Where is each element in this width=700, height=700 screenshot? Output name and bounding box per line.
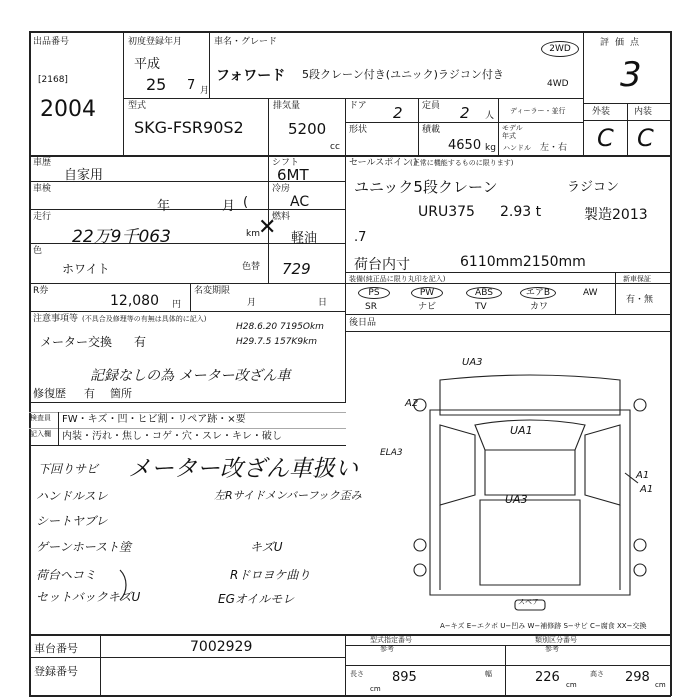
sales-line2b: 2.93 t (500, 204, 542, 220)
history: 自家用 (64, 168, 104, 183)
mileage-label: 走行 (33, 212, 52, 222)
inspection-label: 車検 (33, 184, 52, 194)
type-label: 型式指定番号 (370, 636, 412, 644)
equip-pw: PW (411, 287, 443, 299)
class-sub: 参考 (545, 645, 559, 653)
equip-airbag: エアB (520, 287, 556, 299)
body-outline (430, 410, 630, 595)
meter-value: 有 (134, 335, 147, 349)
equip-label: 装備(純正品に限り丸印を記入) (349, 275, 446, 283)
score: 3 (620, 55, 642, 95)
hw-l1c: ELA3 (380, 448, 403, 458)
lot-label: 出品番号 (33, 37, 70, 47)
length-unit: cm (370, 685, 381, 693)
reg-label: 初度登録年月 (128, 37, 183, 47)
wheel-rl2 (414, 564, 426, 576)
hw-l5a: 荷台ヘコミ (36, 568, 97, 582)
sales-label: セールスポイント (349, 158, 421, 168)
rule (345, 122, 583, 123)
sales-line1b: ラジコン (567, 180, 620, 195)
hw-l4a: ゲーンホースト塗 (36, 540, 132, 554)
person-unit: 人 (485, 111, 495, 121)
left-side (440, 505, 620, 590)
interior-grade: C (637, 124, 654, 152)
rule (29, 155, 671, 157)
handle-options: 左・右 (540, 143, 568, 153)
sales-line2a: URU375 (418, 204, 475, 220)
exterior-grade: C (597, 124, 614, 152)
notes-small: (不具合及修理等の有無は具体的に記入) (82, 315, 207, 323)
dealer-label: ディーラー・並行 (510, 107, 566, 115)
fuel-label: 燃料 (272, 212, 291, 222)
interior-label: 内装 (634, 107, 653, 117)
mark-ua1: UA1 (510, 424, 533, 437)
cab-outline (440, 375, 620, 415)
mileage: 22万9千063 (72, 227, 171, 247)
rule (29, 445, 346, 446)
reg-year: 25 (146, 75, 167, 94)
hw-l1a: 下回りサビ (38, 462, 99, 476)
rule (100, 634, 101, 696)
rear-label: 後日品 (349, 318, 377, 328)
equip-ps: PS (358, 287, 390, 299)
loading: 4650 (448, 138, 482, 153)
nc-month: 月 (247, 298, 257, 308)
recycle-label: R券 (33, 286, 49, 296)
lot-sub: [2168] (38, 75, 68, 85)
repair-count: 箇所 (110, 387, 132, 400)
inspector-label: 検査員 (30, 414, 51, 422)
recycle-amount: 12,080 (110, 293, 159, 309)
displacement: 5200 (288, 120, 327, 138)
model: SKG-FSR90S2 (134, 118, 244, 137)
length-label: 長さ (350, 670, 364, 678)
doors: 2 (393, 104, 403, 122)
rule (345, 314, 671, 315)
border-top (29, 31, 671, 33)
color-no: 729 (282, 260, 311, 278)
rule (29, 428, 346, 429)
lot-number: 2004 (40, 97, 96, 122)
color: ホワイト (62, 262, 110, 276)
width-unit: cm (566, 681, 577, 689)
rule (29, 311, 346, 312)
reg-month-unit: 月 (200, 86, 210, 96)
wheel-fr (634, 399, 646, 411)
model-year-label: モデル年式 (502, 124, 523, 140)
width-label: 幅 (485, 670, 492, 678)
length: 895 (392, 670, 417, 685)
rule (123, 31, 124, 155)
equip-aw: AW (583, 288, 598, 298)
capacity-label: 定員 (422, 101, 441, 111)
hw-l3: シートヤブレ (36, 514, 108, 528)
rule (505, 645, 506, 696)
border-left (29, 31, 31, 696)
hw-l1b: メーター改ざん車扱い (128, 456, 358, 482)
rule (345, 98, 346, 155)
chassis-label: 車台番号 (34, 642, 78, 655)
score-label: 評価点 (600, 38, 646, 48)
yen-unit: 円 (172, 300, 182, 310)
mark-a2: A2 (405, 398, 419, 409)
equip-abs: ABS (466, 287, 502, 299)
spare-label: スペア (518, 598, 539, 606)
height-label: 高さ (590, 670, 604, 678)
inspection-month: 月 (222, 199, 236, 214)
aircon: AC (290, 194, 310, 210)
inspect-row1: FW・キズ・凹・ヒビ割・リペア跡・×要 (62, 414, 246, 425)
sales-note: (正常に機能するものに限ります) (410, 159, 514, 167)
color-label: 色 (33, 246, 43, 256)
new-car-label: 新車保証 (623, 275, 651, 283)
inspect-row2: 内装・汚れ・焦し・コゲ・穴・スレ・キレ・破し (62, 431, 282, 442)
rule (29, 283, 346, 284)
wheel-rr (634, 539, 646, 551)
rule (418, 98, 419, 155)
equip-leather: カワ (530, 302, 549, 312)
bed-label: 荷台内寸 (354, 257, 410, 273)
rule (615, 272, 616, 314)
rule (345, 634, 346, 696)
mark-ua3-top: UA3 (462, 357, 483, 368)
inspection-year: 年 (157, 199, 171, 214)
era: 平成 (134, 57, 161, 72)
rule (209, 31, 210, 98)
drive-4wd: 4WD (547, 79, 569, 89)
model-label: 型式 (128, 101, 147, 111)
nc-day: 日 (318, 298, 328, 308)
class-label: 類別区分番号 (535, 636, 577, 644)
rule (498, 98, 499, 155)
kg-unit: kg (485, 143, 496, 153)
repair-label: 修復歴 (33, 387, 66, 400)
wheel-rr2 (634, 564, 646, 576)
sales-line3: .7 (354, 230, 367, 245)
mark-ua3-mid: UA3 (505, 493, 528, 506)
right-door (585, 425, 620, 505)
border-right (670, 31, 672, 696)
hw-meter-1: H28.6.20 7195Okm (236, 322, 324, 332)
exterior-label: 外装 (592, 107, 611, 117)
capacity: 2 (460, 104, 470, 122)
rule (345, 155, 346, 402)
wheel-rl (414, 539, 426, 551)
hw-l6b: EGオイルモレ (218, 592, 295, 606)
shift: 6MT (277, 166, 309, 184)
rule (627, 103, 628, 155)
drive-2wd: 2WD (541, 41, 579, 57)
hw-l2b: 左Rサイドメンバーフック歪み (214, 489, 362, 502)
chassis-number: 7002929 (190, 639, 253, 655)
shift-label: シフト (272, 158, 300, 168)
roof (485, 450, 575, 495)
grade: 5段クレーン付き(ユニック)ラジコン付き (302, 68, 504, 81)
rule (345, 665, 671, 666)
aircon-label: 冷房 (272, 184, 291, 194)
hw-l5b: Rドロヨケ曲り (230, 568, 311, 582)
inspector-label2: 記入欄 (30, 430, 51, 438)
notes-label: 注意事項等 (33, 314, 79, 324)
handle-label: ハンドル (503, 144, 531, 152)
rule (29, 402, 346, 403)
rule (345, 331, 671, 332)
hw-meter-note: 記録なしの為 メーター改ざん車 (90, 368, 291, 384)
height-unit: cm (655, 681, 666, 689)
mileage-x-mark: ✕ (258, 215, 277, 240)
rule (583, 31, 584, 155)
height: 298 (625, 670, 650, 685)
history-label: 車歴 (33, 158, 52, 168)
damage-legend: A−キズ E−エクボ U−凹み W−補修跡 S−サビ C−腐食 XX−交換 (440, 622, 647, 630)
hw-l6a: セットバックキズU (36, 590, 141, 604)
name-change-label: 名変期限 (194, 286, 231, 296)
hw-l2a: ハンドルスレ (36, 489, 108, 503)
border-bottom (29, 695, 671, 697)
equip-navi: ナビ (418, 302, 437, 312)
mark-a1b: A1 (640, 484, 654, 495)
car-name: フォワード (216, 68, 286, 84)
shape-label: 形状 (349, 125, 368, 135)
rule (29, 412, 346, 413)
hw-l4b: キズU (250, 540, 283, 554)
sales-line1a: ユニック5段クレーン (354, 178, 498, 196)
doors-label: ドア (349, 101, 367, 111)
equip-sr: SR (365, 302, 377, 312)
color-no-label: 色替 (242, 262, 261, 272)
inspection-paren: ( (243, 195, 249, 210)
name-label: 車名・グレード (214, 37, 278, 47)
rule (123, 98, 583, 99)
cc-unit: cc (330, 142, 340, 152)
repair-value: 有 (84, 387, 95, 400)
rule (190, 283, 191, 311)
left-door (440, 425, 475, 505)
rule (58, 412, 59, 445)
type-sub: 参考 (380, 645, 394, 653)
bed-size: 6110mm2150mm (460, 254, 586, 270)
width: 226 (535, 670, 560, 685)
warranty: 有・無 (626, 295, 654, 305)
reg-month: 7 (187, 78, 196, 93)
fuel: 軽油 (291, 231, 318, 246)
hw-bracket (118, 568, 130, 602)
loading-label: 積載 (422, 125, 441, 135)
bed (480, 500, 580, 585)
meter-label: メーター交換 (40, 335, 113, 349)
rule (345, 283, 671, 284)
rule (268, 98, 269, 155)
equip-tv: TV (475, 302, 487, 312)
hw-meter-2: H29.7.5 157K9km (236, 337, 318, 347)
reg-number-label: 登録番号 (34, 665, 78, 678)
displacement-label: 排気量 (273, 101, 301, 111)
sales-line2c: 製造2013 (584, 207, 648, 223)
mark-a1: A1 (636, 470, 650, 481)
km-unit: km (246, 229, 260, 239)
rule (29, 657, 346, 658)
